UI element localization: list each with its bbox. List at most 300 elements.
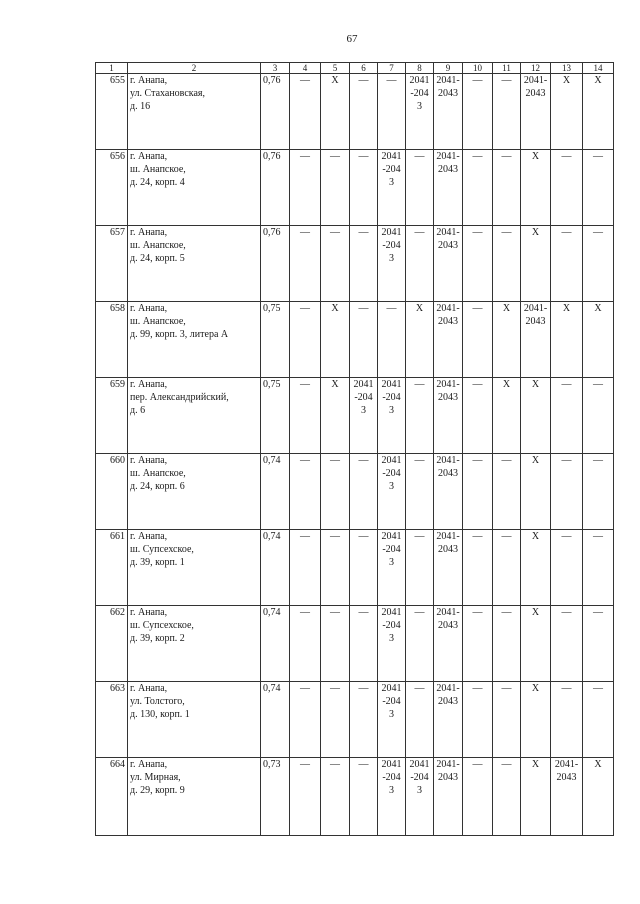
cell-col-12 — [521, 530, 551, 606]
cell-col-13 — [551, 226, 583, 302]
cell-value: X — [531, 683, 540, 694]
cell-value: — — [358, 759, 369, 770]
address-line: ш. Супсехское, — [130, 620, 194, 631]
cell-value: 2041-2043 — [381, 683, 402, 720]
cell-value: — — [593, 607, 603, 618]
cell-value: 2041-2043 — [381, 379, 402, 416]
cell-value: — — [472, 455, 483, 466]
cell-value: 2041-2043 — [436, 607, 460, 631]
cell-col-10 — [463, 758, 493, 836]
cell-value: — — [330, 683, 340, 694]
table-row — [96, 758, 614, 836]
cell-value: X — [562, 303, 571, 314]
cell-col-9 — [434, 530, 463, 606]
cell-col-6 — [350, 378, 378, 454]
cell-col-14 — [583, 682, 614, 758]
row-number: 658 — [96, 302, 128, 378]
cell-col-4 — [290, 758, 321, 836]
cell-value: — — [330, 227, 340, 238]
cell-col-11 — [493, 530, 521, 606]
cell-col-9 — [434, 454, 463, 530]
cell-value: — — [472, 759, 483, 770]
cell-col-5 — [321, 74, 350, 150]
cell-col-7 — [378, 150, 406, 226]
area-cell: 0,74 — [261, 682, 290, 758]
column-header-9: 9 — [434, 63, 463, 74]
area-cell: 0,76 — [261, 74, 290, 150]
cell-col-11 — [493, 150, 521, 226]
cell-value: — — [472, 151, 483, 162]
address-line: ш. Анапское, — [130, 468, 186, 479]
address-line: д. 99, корп. 3, литера А — [130, 329, 229, 340]
address-line: г. Анапа, — [130, 303, 168, 314]
cell-value: — — [330, 455, 340, 466]
cell-col-7 — [378, 378, 406, 454]
cell-value: — — [501, 683, 512, 694]
cell-col-5 — [321, 454, 350, 530]
cell-value: — — [330, 531, 340, 542]
cell-col-7 — [378, 682, 406, 758]
address-line: г. Анапа, — [130, 227, 168, 238]
table-row — [96, 74, 614, 150]
table-row — [96, 682, 614, 758]
table-row — [96, 378, 614, 454]
cell-value: X — [531, 607, 540, 618]
cell-col-14 — [583, 150, 614, 226]
cell-value: — — [561, 683, 572, 694]
cell-col-10 — [463, 150, 493, 226]
cell-value: 2041-2043 — [381, 227, 402, 264]
cell-col-6 — [350, 682, 378, 758]
cell-value: X — [562, 75, 571, 86]
cell-value: — — [501, 227, 512, 238]
cell-value: — — [593, 379, 603, 390]
cell-value: — — [358, 75, 369, 86]
cell-col-9 — [434, 226, 463, 302]
cell-value: 2041-2043 — [381, 607, 402, 644]
cell-value: — — [593, 151, 603, 162]
cell-value: X — [531, 151, 540, 162]
row-number: 656 — [96, 150, 128, 226]
cell-value: — — [330, 759, 340, 770]
cell-col-11 — [493, 758, 521, 836]
cell-value: — — [300, 303, 310, 314]
cell-col-9 — [434, 150, 463, 226]
cell-value: — — [501, 151, 512, 162]
cell-col-7 — [378, 454, 406, 530]
cell-value: — — [414, 379, 425, 390]
cell-value: — — [472, 683, 483, 694]
address-line: д. 24, корп. 6 — [130, 481, 185, 492]
address-line: ш. Анапское, — [130, 240, 186, 251]
address-line: д. 24, корп. 5 — [130, 253, 185, 264]
table-row — [96, 454, 614, 530]
cell-col-11 — [493, 682, 521, 758]
area-cell: 0,76 — [261, 150, 290, 226]
cell-value: — — [501, 531, 512, 542]
cell-value: — — [501, 759, 512, 770]
cell-value: — — [300, 759, 310, 770]
cell-col-10 — [463, 378, 493, 454]
address-line: г. Анапа, — [130, 607, 168, 618]
cell-col-8 — [406, 454, 434, 530]
cell-value: — — [300, 227, 310, 238]
cell-value: 2041-2043 — [436, 683, 460, 707]
cell-value: — — [501, 75, 512, 86]
cell-value: — — [561, 607, 572, 618]
cell-col-11 — [493, 74, 521, 150]
cell-value: 2041-2043 — [381, 759, 402, 796]
cell-value: — — [414, 455, 425, 466]
address-cell — [128, 302, 261, 378]
address-cell — [128, 454, 261, 530]
cell-value: — — [472, 227, 483, 238]
cell-value: 2041-2043 — [523, 303, 548, 327]
cell-value: — — [414, 531, 425, 542]
header-row — [96, 63, 614, 74]
address-line: ш. Супсехское, — [130, 544, 194, 555]
cell-col-11 — [493, 606, 521, 682]
cell-value: — — [358, 683, 369, 694]
cell-value: 2041-2043 — [436, 455, 460, 479]
table-row — [96, 606, 614, 682]
cell-col-4 — [290, 606, 321, 682]
address-line: г. Анапа, — [130, 683, 168, 694]
row-number: 660 — [96, 454, 128, 530]
cell-col-11 — [493, 454, 521, 530]
cell-col-6 — [350, 226, 378, 302]
address-line: ул. Мирная, — [130, 772, 181, 783]
cell-value: 2041-2043 — [554, 759, 579, 783]
cell-value: — — [358, 227, 369, 238]
cell-value: 2041-2043 — [381, 151, 402, 188]
address-line: ш. Анапское, — [130, 164, 186, 175]
cell-col-7 — [378, 758, 406, 836]
cell-value: — — [593, 227, 603, 238]
cell-col-10 — [463, 454, 493, 530]
cell-col-5 — [321, 682, 350, 758]
column-header-8: 8 — [406, 63, 434, 74]
cell-value: — — [300, 683, 310, 694]
address-line: г. Анапа, — [130, 151, 168, 162]
cell-col-8 — [406, 74, 434, 150]
address-line: ш. Анапское, — [130, 316, 186, 327]
cell-col-12 — [521, 302, 551, 378]
cell-col-8 — [406, 378, 434, 454]
register-table — [95, 62, 614, 836]
address-cell — [128, 226, 261, 302]
address-line: д. 39, корп. 1 — [130, 557, 185, 568]
cell-col-8 — [406, 302, 434, 378]
area-cell: 0,74 — [261, 530, 290, 606]
cell-col-14 — [583, 302, 614, 378]
cell-value: X — [531, 379, 540, 390]
address-line: ул. Толстого, — [130, 696, 185, 707]
address-line: г. Анапа, — [130, 75, 168, 86]
cell-col-9 — [434, 682, 463, 758]
cell-value: — — [414, 227, 425, 238]
cell-col-12 — [521, 226, 551, 302]
cell-col-13 — [551, 530, 583, 606]
cell-value: 2041-2043 — [436, 75, 460, 99]
cell-col-10 — [463, 226, 493, 302]
address-line: г. Анапа, — [130, 531, 168, 542]
cell-value: — — [300, 379, 310, 390]
cell-col-13 — [551, 758, 583, 836]
cell-col-10 — [463, 606, 493, 682]
cell-col-4 — [290, 74, 321, 150]
address-cell — [128, 378, 261, 454]
cell-value: — — [561, 455, 572, 466]
cell-value: — — [330, 151, 340, 162]
address-line: д. 39, корп. 2 — [130, 633, 185, 644]
cell-col-9 — [434, 606, 463, 682]
cell-value: — — [472, 531, 483, 542]
cell-value: 2041-2043 — [381, 531, 402, 568]
cell-col-6 — [350, 302, 378, 378]
cell-value: — — [358, 303, 369, 314]
cell-col-13 — [551, 74, 583, 150]
table-row — [96, 226, 614, 302]
cell-col-7 — [378, 226, 406, 302]
address-line: д. 6 — [130, 405, 146, 416]
cell-col-11 — [493, 378, 521, 454]
cell-value: — — [561, 151, 572, 162]
column-header-10: 10 — [463, 63, 493, 74]
cell-col-11 — [493, 302, 521, 378]
table-row — [96, 302, 614, 378]
cell-col-14 — [583, 74, 614, 150]
cell-col-10 — [463, 530, 493, 606]
area-cell: 0,74 — [261, 454, 290, 530]
table-row — [96, 530, 614, 606]
address-cell — [128, 150, 261, 226]
address-line: г. Анапа, — [130, 455, 168, 466]
cell-col-14 — [583, 758, 614, 836]
area-cell: 0,75 — [261, 302, 290, 378]
cell-col-14 — [583, 226, 614, 302]
address-line: д. 24, корп. 4 — [130, 177, 185, 188]
cell-value: 2041-2043 — [409, 75, 430, 112]
area-cell: 0,74 — [261, 606, 290, 682]
cell-col-4 — [290, 150, 321, 226]
cell-value: — — [472, 379, 483, 390]
cell-col-7 — [378, 74, 406, 150]
cell-value: X — [331, 75, 339, 86]
cell-col-14 — [583, 454, 614, 530]
cell-value: — — [386, 75, 397, 86]
cell-col-13 — [551, 682, 583, 758]
cell-value: — — [300, 455, 310, 466]
cell-col-6 — [350, 74, 378, 150]
cell-value: — — [330, 607, 340, 618]
cell-value: — — [472, 303, 483, 314]
cell-col-12 — [521, 606, 551, 682]
cell-value: 2041-2043 — [381, 455, 402, 492]
cell-col-9 — [434, 758, 463, 836]
cell-value: X — [502, 303, 511, 314]
cell-value: — — [300, 75, 310, 86]
cell-col-8 — [406, 530, 434, 606]
cell-value: — — [593, 455, 603, 466]
table-row — [96, 150, 614, 226]
cell-col-6 — [350, 530, 378, 606]
cell-value: X — [531, 759, 540, 770]
address-cell — [128, 606, 261, 682]
address-cell — [128, 530, 261, 606]
cell-value: — — [300, 151, 310, 162]
column-header-6: 6 — [350, 63, 378, 74]
cell-value: — — [358, 607, 369, 618]
cell-value: 2041-2043 — [436, 759, 460, 783]
cell-col-14 — [583, 378, 614, 454]
cell-value: 2041-2043 — [436, 531, 460, 555]
row-number: 661 — [96, 530, 128, 606]
cell-value: X — [594, 759, 602, 770]
cell-col-7 — [378, 302, 406, 378]
cell-value: — — [501, 607, 512, 618]
cell-value: — — [593, 531, 603, 542]
column-header-12: 12 — [521, 63, 551, 74]
address-line: пер. Александрийский, — [130, 392, 229, 403]
cell-value: — — [300, 607, 310, 618]
cell-value: — — [414, 151, 425, 162]
cell-col-5 — [321, 606, 350, 682]
cell-value: X — [594, 75, 602, 86]
cell-value: — — [561, 379, 572, 390]
address-line: г. Анапа, — [130, 379, 168, 390]
cell-col-4 — [290, 454, 321, 530]
cell-col-13 — [551, 378, 583, 454]
cell-col-12 — [521, 378, 551, 454]
cell-value: — — [593, 683, 603, 694]
column-header-1: 1 — [96, 63, 128, 74]
cell-col-13 — [551, 606, 583, 682]
cell-value: — — [414, 607, 425, 618]
cell-col-4 — [290, 682, 321, 758]
column-header-3: 3 — [261, 63, 290, 74]
cell-col-9 — [434, 302, 463, 378]
row-number: 659 — [96, 378, 128, 454]
table-body — [96, 74, 614, 836]
address-line: ул. Стахановская, — [130, 88, 206, 99]
cell-value: 2041-2043 — [436, 379, 460, 403]
cell-value: X — [331, 379, 339, 390]
cell-col-8 — [406, 150, 434, 226]
cell-value: — — [472, 75, 483, 86]
cell-col-12 — [521, 758, 551, 836]
column-header-7: 7 — [378, 63, 406, 74]
row-number: 664 — [96, 758, 128, 836]
cell-value: 2041-2043 — [523, 75, 548, 99]
cell-col-10 — [463, 302, 493, 378]
cell-value: — — [358, 455, 369, 466]
cell-col-5 — [321, 150, 350, 226]
column-header-13: 13 — [551, 63, 583, 74]
cell-value: — — [501, 455, 512, 466]
cell-value: 2041-2043 — [353, 379, 374, 416]
cell-col-13 — [551, 150, 583, 226]
cell-value: X — [502, 379, 511, 390]
cell-value: — — [561, 531, 572, 542]
cell-value: — — [472, 607, 483, 618]
cell-col-6 — [350, 150, 378, 226]
cell-col-8 — [406, 758, 434, 836]
column-header-2: 2 — [128, 63, 261, 74]
address-cell — [128, 74, 261, 150]
cell-value: — — [561, 227, 572, 238]
cell-col-12 — [521, 682, 551, 758]
cell-value: X — [331, 303, 339, 314]
cell-value: — — [300, 531, 310, 542]
address-line: д. 29, корп. 9 — [130, 785, 185, 796]
column-header-11: 11 — [493, 63, 521, 74]
cell-col-5 — [321, 530, 350, 606]
cell-col-10 — [463, 74, 493, 150]
cell-value: X — [415, 303, 424, 314]
cell-col-5 — [321, 302, 350, 378]
cell-value: X — [531, 227, 540, 238]
cell-value: 2041-2043 — [436, 303, 460, 327]
area-cell: 0,73 — [261, 758, 290, 836]
cell-value: 2041-2043 — [436, 151, 460, 175]
cell-col-13 — [551, 454, 583, 530]
address-cell — [128, 758, 261, 836]
page-number: 67 — [346, 33, 358, 45]
area-cell: 0,75 — [261, 378, 290, 454]
cell-col-6 — [350, 606, 378, 682]
address-cell — [128, 682, 261, 758]
cell-col-8 — [406, 606, 434, 682]
cell-col-5 — [321, 226, 350, 302]
area-cell: 0,76 — [261, 226, 290, 302]
cell-col-14 — [583, 606, 614, 682]
column-header-4: 4 — [290, 63, 321, 74]
cell-col-6 — [350, 454, 378, 530]
cell-col-12 — [521, 74, 551, 150]
cell-value: 2041-2043 — [409, 759, 430, 796]
column-header-5: 5 — [321, 63, 350, 74]
cell-col-4 — [290, 530, 321, 606]
cell-value: X — [594, 303, 602, 314]
cell-value: — — [358, 531, 369, 542]
cell-col-13 — [551, 302, 583, 378]
row-number: 657 — [96, 226, 128, 302]
cell-col-14 — [583, 530, 614, 606]
cell-col-8 — [406, 226, 434, 302]
cell-col-4 — [290, 302, 321, 378]
cell-value: X — [531, 455, 540, 466]
cell-col-7 — [378, 606, 406, 682]
cell-col-5 — [321, 378, 350, 454]
address-line: д. 130, корп. 1 — [130, 709, 190, 720]
row-number: 662 — [96, 606, 128, 682]
cell-col-7 — [378, 530, 406, 606]
cell-col-6 — [350, 758, 378, 836]
cell-col-10 — [463, 682, 493, 758]
cell-col-8 — [406, 682, 434, 758]
row-number: 663 — [96, 682, 128, 758]
cell-value: — — [414, 683, 425, 694]
cell-value: 2041-2043 — [436, 227, 460, 251]
column-header-14: 14 — [583, 63, 614, 74]
cell-value: — — [358, 151, 369, 162]
address-line: г. Анапа, — [130, 759, 168, 770]
cell-col-5 — [321, 758, 350, 836]
row-number: 655 — [96, 74, 128, 150]
cell-col-11 — [493, 226, 521, 302]
cell-col-12 — [521, 150, 551, 226]
